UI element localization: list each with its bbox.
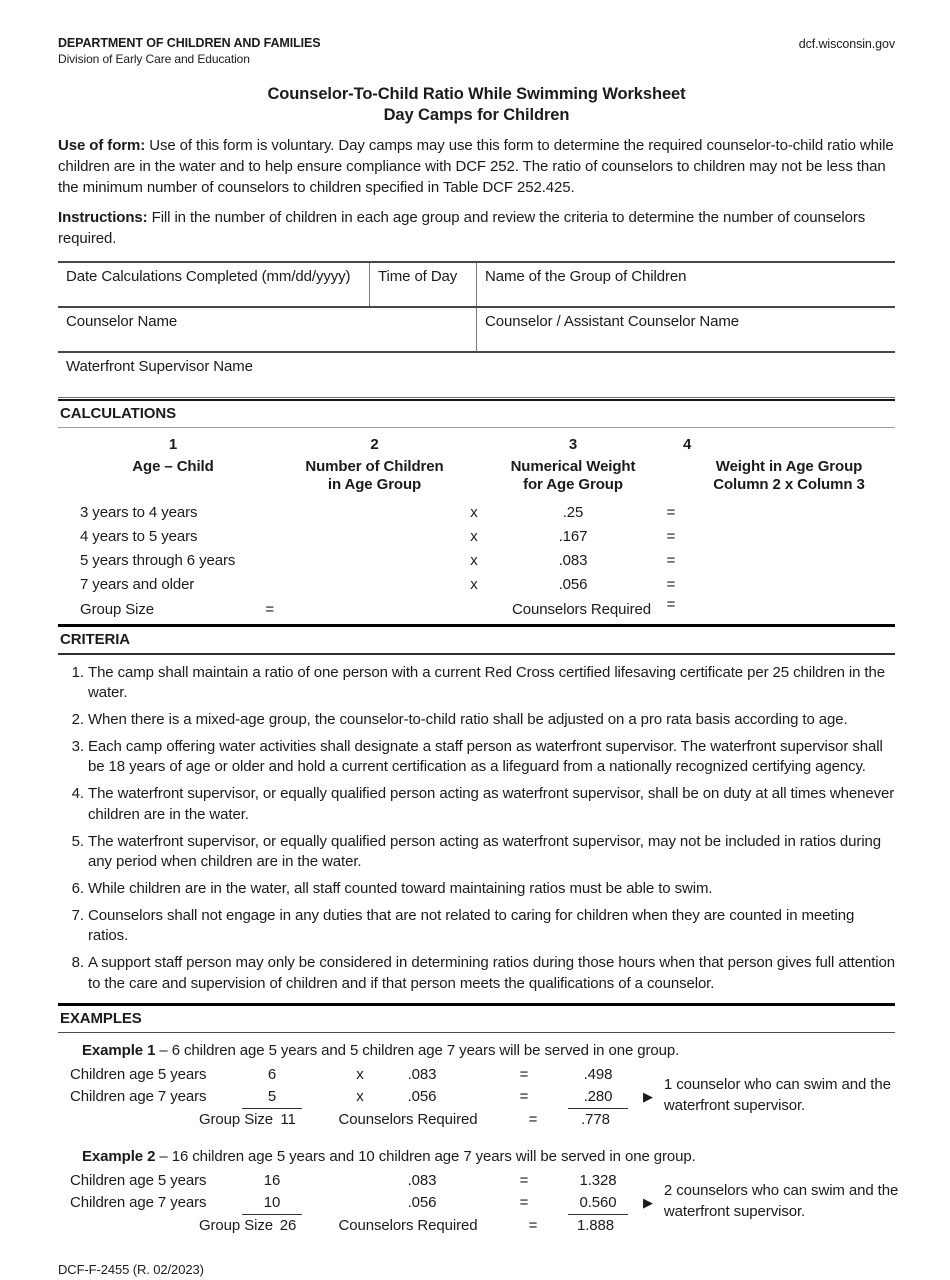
examples-section bbox=[58, 1003, 899, 1237]
weight-value: .083 bbox=[558, 551, 588, 569]
multiply-sign: x bbox=[470, 551, 478, 569]
example-row: Children age 5 years 16 .083 = 1.328 bbox=[70, 1172, 617, 1190]
weight-result-input-area[interactable] bbox=[683, 549, 895, 573]
criteria-item: 5. The waterfront supervisor, or equally qualified person acting as waterfront supervisor, may not be included in ratios during any period when children are in the water. bbox=[88, 832, 895, 873]
multiply-sign: x bbox=[470, 575, 478, 593]
counselor-name-label: Counselor Name bbox=[66, 313, 178, 331]
form-title-line2: Day Camps for Children bbox=[383, 106, 570, 125]
date-completed-label: Date Calculations Completed (mm/dd/yyyy) bbox=[66, 268, 351, 286]
example-2-note bbox=[643, 1181, 926, 1222]
example-note-text: 2 counselors who can swim and the waterfront supervisor. bbox=[663, 1182, 899, 1221]
equals-sign: = bbox=[666, 551, 676, 569]
example-1-title: Example 1 bbox=[82, 1042, 156, 1060]
example-1-note bbox=[643, 1075, 926, 1116]
criteria-item: 4. The waterfront supervisor, or equally qualified person acting as waterfront supervisor, shall be on duty at all times whenever children are in the water. bbox=[88, 784, 895, 825]
group-name-label: Name of the Group of Children bbox=[485, 268, 687, 286]
example-1-title-line bbox=[58, 1040, 895, 1061]
example-2 bbox=[58, 1146, 899, 1237]
assistant-counselor-label: Counselor / Assistant Counselor Name bbox=[485, 313, 740, 331]
website-link[interactable]: dcf.wisconsin.gov bbox=[798, 37, 895, 51]
children-count-input-area[interactable] bbox=[288, 525, 461, 549]
instructions-paragraph bbox=[58, 207, 895, 249]
calc-col2-header: Number of Children in Age Group bbox=[305, 458, 444, 494]
example-row: Children age 5 years 6 x .083 = .498 bbox=[70, 1066, 613, 1084]
weight-result-input-area[interactable] bbox=[683, 525, 895, 549]
calc-row-age-3-4 bbox=[58, 501, 895, 525]
weight-value: .167 bbox=[558, 527, 588, 545]
assistant-counselor-field[interactable] bbox=[477, 308, 895, 351]
calc-row-age-4-5 bbox=[58, 525, 895, 549]
calc-col3-header: Numerical Weight for Age Group bbox=[510, 458, 636, 494]
arrow-right-icon: ▶ bbox=[643, 1195, 653, 1211]
info-table-row-2 bbox=[58, 308, 895, 353]
division-name: Division of Early Care and Education bbox=[58, 51, 250, 66]
info-table-row-1 bbox=[58, 263, 895, 308]
group-size-row bbox=[58, 595, 895, 621]
use-of-form-paragraph bbox=[58, 135, 895, 198]
equals-sign: = bbox=[265, 600, 274, 618]
criteria-item: 6. While children are in the water, all staff counted toward maintaining ratios must be able to swim. bbox=[88, 879, 895, 900]
group-size-input-area[interactable] bbox=[288, 599, 461, 621]
age-group-label: 4 years to 5 years bbox=[80, 527, 198, 545]
calculations-section bbox=[58, 399, 895, 621]
form-number: DCF-F-2455 (R. 02/2023) bbox=[58, 1262, 204, 1278]
weight-value: .25 bbox=[562, 503, 584, 521]
group-size-label: Group Size bbox=[80, 600, 155, 618]
example-note-text: 1 counselor who can swim and the waterfront supervisor. bbox=[663, 1076, 891, 1115]
instructions-text: Fill in the number of children in each age group and review the criteria to determine the number of counselors required. bbox=[58, 209, 866, 248]
calc-rows bbox=[58, 501, 895, 597]
info-table bbox=[58, 261, 895, 398]
criteria-section bbox=[58, 624, 895, 995]
use-of-form-text: Use of this form is voluntary. Day camps may use this form to determine the required counselor-to-child ratio while children are in the water and to help ensure compliance with DCF 252. The ratio of counselors to children may not be less than the minimum number of counselors to children specified in Table DCF 252.425. bbox=[58, 137, 894, 197]
age-group-label: 5 years through 6 years bbox=[80, 551, 236, 569]
calc-col4-number: 4 bbox=[683, 436, 692, 454]
calc-row-age-5-6 bbox=[58, 549, 895, 573]
form-title bbox=[58, 84, 895, 126]
date-completed-field[interactable] bbox=[58, 263, 370, 306]
document-header bbox=[58, 36, 895, 67]
info-table-row-3 bbox=[58, 353, 895, 398]
calc-column-headers bbox=[58, 458, 895, 495]
children-count-input-area[interactable] bbox=[288, 573, 461, 597]
children-count-input-area[interactable] bbox=[288, 549, 461, 573]
criteria-item: 7. Counselors shall not engage in any duties that are not related to caring for children when they are counted in meeting ratios. bbox=[88, 906, 895, 947]
equals-sign: = bbox=[666, 503, 676, 521]
counselors-required-label: Counselors Required bbox=[511, 600, 651, 618]
example-total-row: Group Size 11 Counselors Required = .778 bbox=[198, 1111, 610, 1129]
calc-row-age-7-plus bbox=[58, 573, 895, 597]
equals-sign: = bbox=[666, 527, 676, 545]
waterfront-supervisor-field[interactable] bbox=[58, 353, 895, 397]
multiply-sign: x bbox=[470, 527, 478, 545]
example-row: Children age 7 years 10 .056 = 0.560 bbox=[58, 1192, 895, 1215]
calc-col3-number: 3 bbox=[568, 436, 578, 454]
calc-col2-number: 2 bbox=[370, 436, 379, 454]
time-of-day-field[interactable] bbox=[370, 263, 477, 306]
calc-col4-header: Weight in Age Group Column 2 x Column 3 bbox=[713, 458, 865, 494]
weight-value: .056 bbox=[558, 575, 588, 593]
calc-col1-number: 1 bbox=[168, 436, 178, 454]
department-name: DEPARTMENT OF CHILDREN AND FAMILIES bbox=[58, 36, 321, 50]
calc-column-numbers bbox=[58, 434, 895, 455]
equals-sign: = bbox=[666, 575, 676, 593]
criteria-section-header: CRITERIA bbox=[58, 624, 895, 655]
instructions-label: Instructions: bbox=[58, 209, 148, 227]
age-group-label: 7 years and older bbox=[80, 575, 195, 593]
age-group-label: 3 years to 4 years bbox=[80, 503, 198, 521]
example-2-title: Example 2 bbox=[82, 1148, 156, 1166]
equals-sign: = bbox=[666, 595, 676, 613]
arrow-right-icon: ▶ bbox=[643, 1089, 653, 1105]
group-name-field[interactable] bbox=[477, 263, 895, 306]
multiply-sign: x bbox=[470, 503, 478, 521]
children-count-input-area[interactable] bbox=[288, 501, 461, 525]
document-footer bbox=[58, 1261, 895, 1279]
use-of-form-label: Use of form: bbox=[58, 137, 146, 155]
criteria-item: 1. The camp shall maintain a ratio of one person with a current Red Cross certified lifesaving certificate per 25 children in the water. bbox=[88, 663, 895, 704]
criteria-item: 2. When there is a mixed-age group, the counselor-to-child ratio shall be adjusted on a pro rata basis according to age. bbox=[88, 710, 895, 731]
example-total-row: Group Size 26 Counselors Required = 1.888 bbox=[198, 1217, 615, 1235]
time-of-day-label: Time of Day bbox=[378, 268, 458, 286]
agency-block bbox=[58, 36, 320, 67]
example-1-description: – 6 children age 5 years and 5 children age 7 years will be served in one group. bbox=[159, 1042, 680, 1060]
form-title-line1: Counselor-To-Child Ratio While Swimming Worksheet bbox=[267, 85, 686, 104]
counselor-name-field[interactable] bbox=[58, 308, 477, 351]
criteria-item: 8. A support staff person may only be considered in determining ratios during those hours when that person gives full attention to the care and supervision of children and if that person meets the qualifications of a counselor. bbox=[88, 953, 895, 994]
calc-col1-header: Age – Child bbox=[132, 458, 214, 476]
weight-result-input-area[interactable] bbox=[683, 501, 895, 525]
weight-result-input-area[interactable] bbox=[683, 573, 895, 597]
example-1 bbox=[58, 1040, 895, 1131]
criteria-item: 3. Each camp offering water activities shall designate a staff person as waterfront supervisor. The waterfront supervisor shall be 18 years of age or older and hold a current certification as a lifeguard from a nationally recognized certifying agency. bbox=[88, 737, 895, 778]
calculations-section-header: CALCULATIONS bbox=[58, 399, 895, 428]
example-row: Children age 7 years 5 x .056 = .280 bbox=[58, 1086, 895, 1109]
waterfront-supervisor-label: Waterfront Supervisor Name bbox=[66, 358, 253, 376]
example-2-title-line bbox=[58, 1146, 895, 1167]
examples-section-header: EXAMPLES bbox=[58, 1003, 895, 1033]
counselors-required-input-area[interactable] bbox=[683, 599, 895, 621]
example-2-description: – 16 children age 5 years and 10 children age 7 years will be served in one group. bbox=[159, 1148, 696, 1166]
criteria-list bbox=[58, 663, 895, 995]
